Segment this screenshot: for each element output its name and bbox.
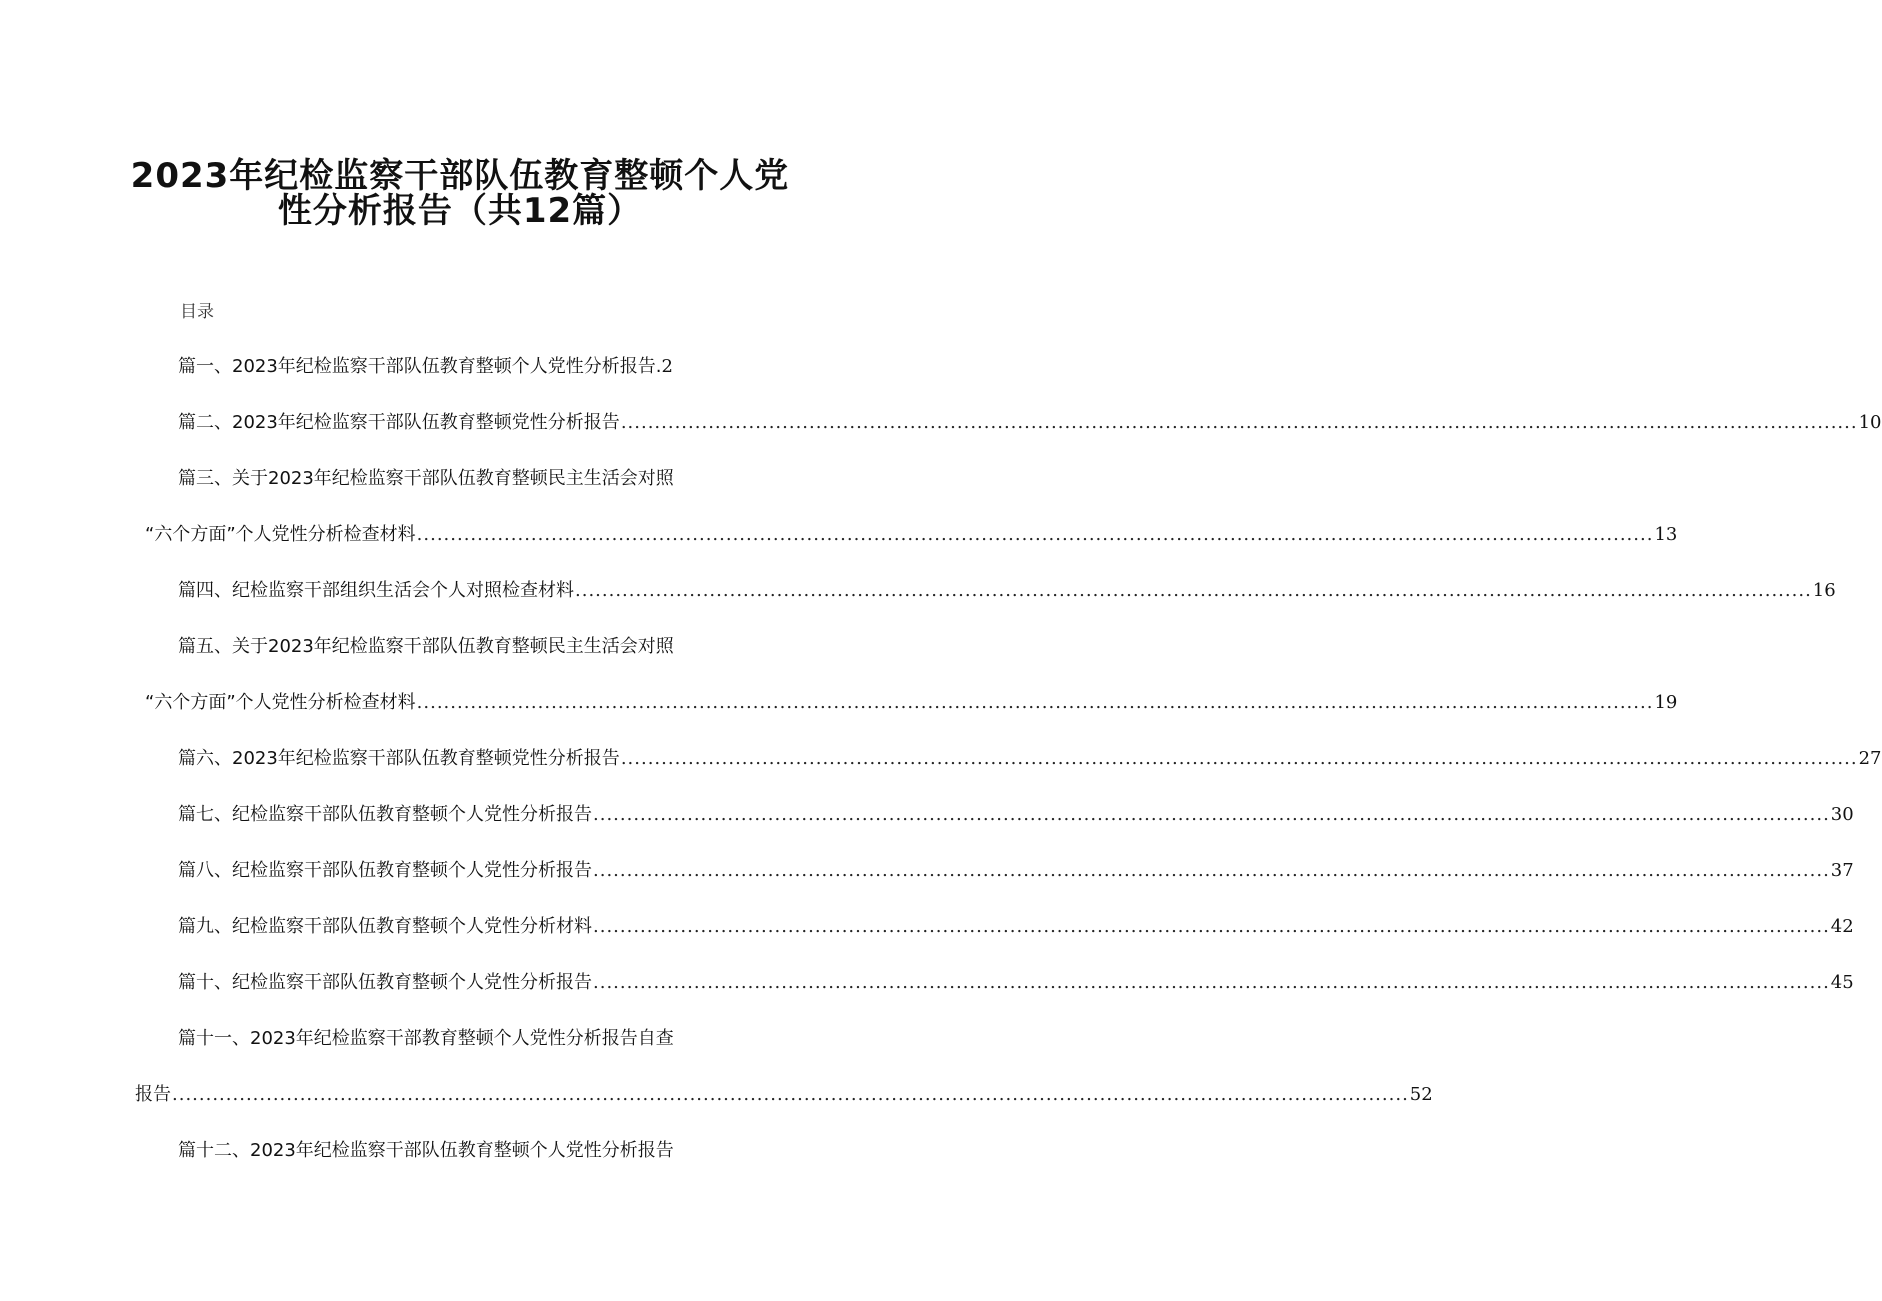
- toc-dot-leader: ........................................................................................................................................................................................: [620, 412, 1858, 433]
- toc-entry-label: “六个方面”个人党性分析检查材料: [145, 524, 416, 545]
- toc-dot-leader: ........................................................................................................................................................................................: [593, 860, 1830, 881]
- toc-entry-page: 2: [661, 356, 673, 377]
- toc-entry-page: 10: [1858, 412, 1882, 433]
- document-title-line-1: 2023年纪检监察干部队伍教育整顿个人党: [130, 156, 790, 196]
- toc-entry-label: 篇六、2023年纪检监察干部队伍教育整顿党性分析报告: [178, 748, 620, 769]
- toc-entry[interactable]: [178, 912, 1854, 938]
- toc-dot-leader: ........................................................................................................................................................................................: [620, 748, 1858, 769]
- toc-entry[interactable]: [178, 464, 772, 490]
- toc-entry-label: 篇三、关于2023年纪检监察干部队伍教育整顿民主生活会对照: [178, 468, 674, 489]
- toc-entry-continuation[interactable]: [145, 688, 1678, 714]
- toc-entry[interactable]: [178, 352, 772, 378]
- toc-entry-label: 篇十二、2023年纪检监察干部队伍教育整顿个人党性分析报告: [178, 1140, 674, 1161]
- toc-entry[interactable]: [178, 1024, 772, 1050]
- toc-entry-page: 27: [1858, 748, 1882, 769]
- toc-entry-page: 37: [1830, 860, 1854, 881]
- toc-entry-continuation[interactable]: [145, 520, 1678, 546]
- toc-dot-leader: ........................................................................................................................................................................................: [593, 916, 1830, 937]
- toc-dot-leader: ........................................................................................................................................................................................: [575, 580, 1812, 601]
- toc-entry-label: 篇七、纪检监察干部队伍教育整顿个人党性分析报告: [178, 804, 592, 825]
- toc-dot-leader: ........................................................................................................................................................................................: [416, 524, 1654, 545]
- toc-entry-page: 52: [1409, 1084, 1433, 1105]
- toc-entry-label: 篇四、纪检监察干部组织生活会个人对照检查材料: [178, 580, 574, 601]
- toc-entry-label: 篇八、纪检监察干部队伍教育整顿个人党性分析报告: [178, 860, 592, 881]
- document-title-line-2: 性分析报告（共12篇）: [277, 191, 643, 231]
- toc-entry-continuation[interactable]: [135, 1080, 1433, 1106]
- toc-entry-page: 19: [1654, 692, 1678, 713]
- toc-entry-page: 30: [1830, 804, 1854, 825]
- toc-entry[interactable]: [178, 744, 1882, 770]
- toc-entry-page: 16: [1812, 580, 1836, 601]
- toc-dot-leader: ........................................................................................................................................................................................: [593, 972, 1830, 993]
- toc-entry-label: 篇十一、2023年纪检监察干部教育整顿个人党性分析报告自查: [178, 1028, 674, 1049]
- toc-entry[interactable]: [178, 968, 1854, 994]
- toc-entry-page: 45: [1830, 972, 1854, 993]
- toc-entry[interactable]: [178, 800, 1854, 826]
- toc-entry-page: 42: [1830, 916, 1854, 937]
- toc-entry-label: “六个方面”个人党性分析检查材料: [145, 692, 416, 713]
- toc-entry-label: 篇五、关于2023年纪检监察干部队伍教育整顿民主生活会对照: [178, 636, 674, 657]
- toc-entry[interactable]: [178, 632, 772, 658]
- toc-heading: 目录: [180, 302, 214, 322]
- toc-entry-label: 报告: [135, 1084, 171, 1105]
- toc-entry[interactable]: [178, 856, 1854, 882]
- toc-dot-leader: ........................................................................................................................................................................................: [593, 804, 1830, 825]
- toc-entry[interactable]: [178, 408, 1882, 434]
- toc-entry-label: 篇一、2023年纪检监察干部队伍教育整顿个人党性分析报告.: [178, 356, 662, 377]
- toc-entry-label: 篇十、纪检监察干部队伍教育整顿个人党性分析报告: [178, 972, 592, 993]
- toc-entry-page: 13: [1654, 524, 1678, 545]
- toc-entry-label: 篇二、2023年纪检监察干部队伍教育整顿党性分析报告: [178, 412, 620, 433]
- toc-dot-leader: ........................................................................................................................................................................................: [416, 692, 1654, 713]
- toc-entry[interactable]: [178, 576, 1836, 602]
- toc-entry-label: 篇九、纪检监察干部队伍教育整顿个人党性分析材料: [178, 916, 592, 937]
- toc-entry[interactable]: [178, 1136, 772, 1162]
- toc-dot-leader: ........................................................................................................................................................................................: [172, 1084, 1409, 1105]
